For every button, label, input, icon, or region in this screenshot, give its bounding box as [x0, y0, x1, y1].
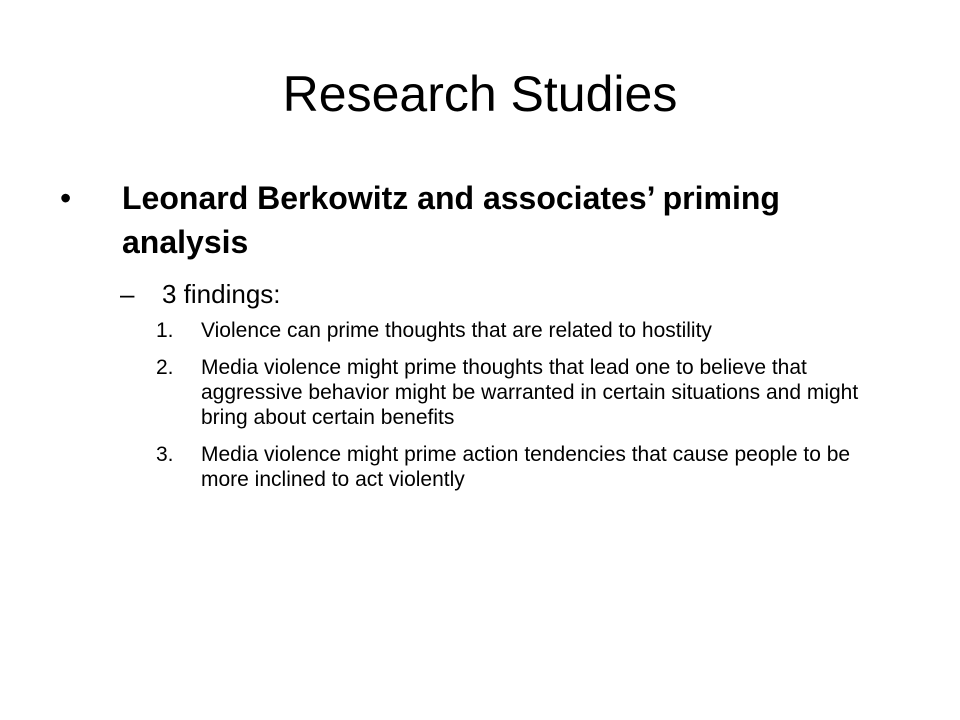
- finding-text: Media violence might prime thoughts that lead one to believe that aggressive behavior might be warranted in certain situations and might bring about certain benefits: [201, 356, 859, 429]
- finding-item-2: [156, 355, 896, 430]
- finding-number: 3.: [156, 443, 174, 466]
- slide-title: Research Studies: [282, 66, 678, 122]
- finding-number: 1.: [156, 319, 174, 342]
- finding-number: 2.: [156, 356, 174, 379]
- sub-bullet-text: 3 findings:: [162, 279, 281, 309]
- finding-text: Media violence might prime action tendencies that cause people to be more inclined to act violently: [201, 443, 851, 491]
- finding-text: Violence can prime thoughts that are related to hostility: [201, 319, 712, 342]
- finding-item-3: [156, 442, 896, 492]
- bullet-marker: •: [60, 180, 72, 216]
- sub-bullet-marker: –: [120, 279, 135, 309]
- findings-list: [156, 318, 896, 504]
- finding-item-1: [156, 318, 896, 343]
- bullet-text: Leonard Berkowitz and associates’ priming analysis: [122, 180, 780, 260]
